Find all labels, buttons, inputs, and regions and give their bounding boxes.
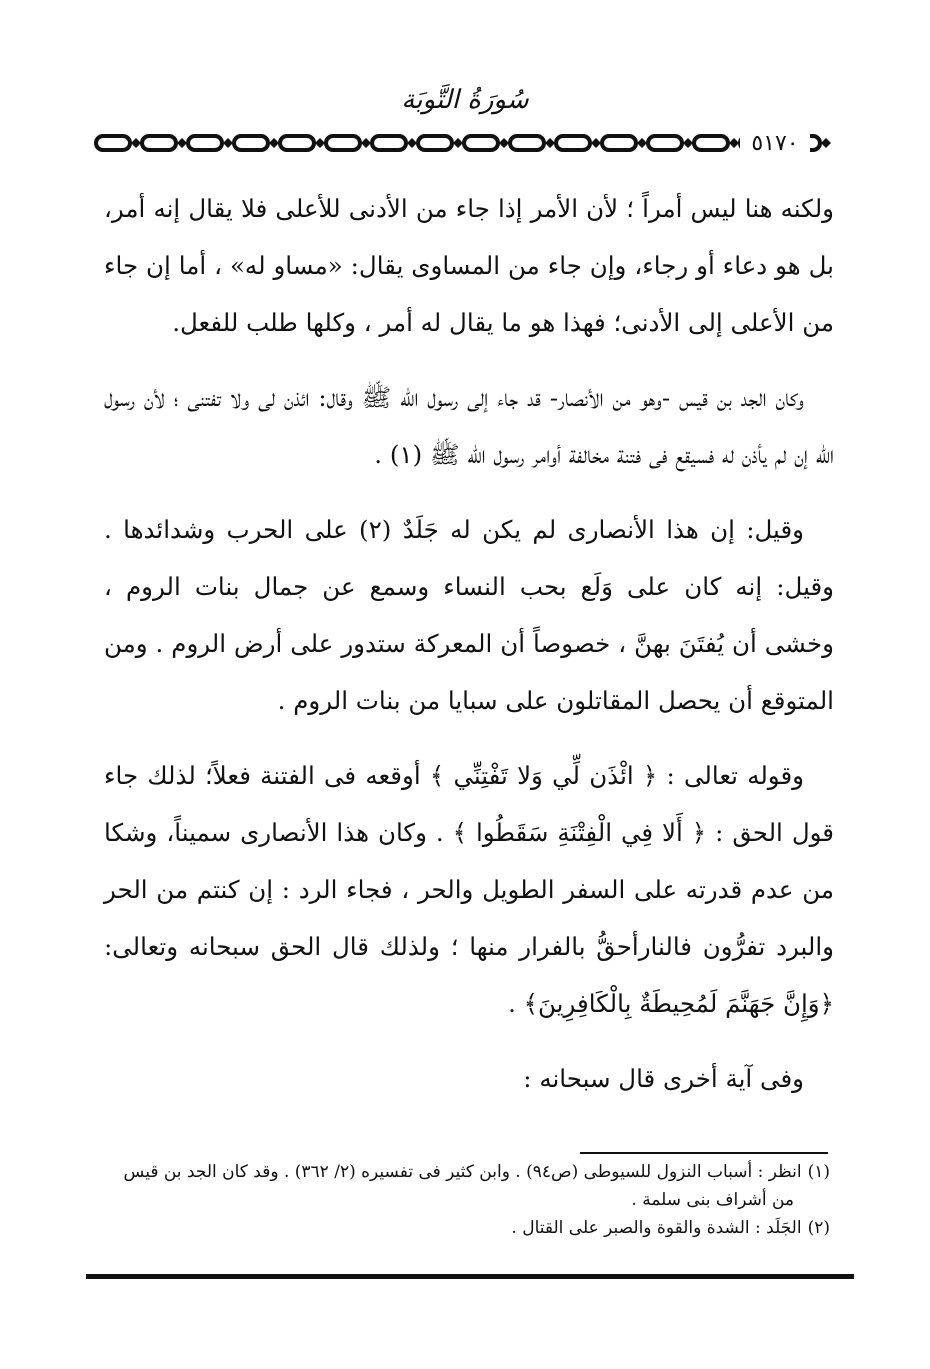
ornament-diamond bbox=[821, 138, 831, 148]
footnotes bbox=[108, 1158, 830, 1242]
paragraph-2: وكان الجد بن قيس -وهو من الأنصار- قد جاء إلى رسول الله ﷺ وقال: ائذن لى ولا تفتنى ؛ لأن رسول الله إن لم يأذن له فسيقع فى فتنة مخالفة أوامر رسول الله ﷺ (١) . bbox=[104, 383, 834, 469]
paragraph-3: وقيل: إن هذا الأنصارى لم يكن له جَلَدٌ (٢) على الحرب وشدائدها . وقيل: إنه كان على وَلَع بحب النساء وسمع عن جمال بنات الروم ، وخشى أن يُفتَنَ بهنَّ ، خصوصاً أن المعركة ستدور على أرض الروم . ومن المتوقع أن يحصل المقاتلون على سبايا من بنات الروم . bbox=[104, 515, 834, 715]
footnote-1-number: (١) bbox=[807, 1162, 830, 1182]
ornament-diamond bbox=[131, 138, 141, 148]
ornament-diamond bbox=[269, 138, 279, 148]
ornament-link bbox=[142, 136, 176, 150]
ornament-link bbox=[648, 136, 682, 150]
ornament-link bbox=[602, 136, 636, 150]
ornament-link bbox=[372, 136, 406, 150]
ornament-diamond bbox=[729, 138, 739, 148]
ornament-link bbox=[234, 136, 268, 150]
paragraph-5: وفى آية أخرى قال سبحانه : bbox=[523, 1064, 804, 1093]
ornament-diamond bbox=[315, 138, 325, 148]
page-number: ٥١٧٠ bbox=[740, 131, 810, 157]
ornament-link bbox=[464, 136, 498, 150]
ornament-diamond bbox=[361, 138, 371, 148]
ornament-link bbox=[694, 136, 728, 150]
footnote-separator bbox=[580, 1152, 828, 1154]
ornament-diamond bbox=[499, 138, 509, 148]
paragraph-4: وقوله تعالى : ﴿ ائْذَن لِّي وَلا تَفْتِنِّي ﴾ أوقعه فى الفتنة فعلاً؛ لذلك جاء قول الحق : ﴿ أَلا فِي الْفِتْنَةِ سَقَطُوا ﴾ . وكان هذا الأنصارى سميناً، وشكا من عدم قدرته على السفر الطويل والحر ، فجاء الرد : إن كنتم من الحر والبرد تفرُّون فالنارأحقُّ بالفرار منها ؛ ولذلك قال الحق سبحانه وتعالى: ﴿وَإِنَّ جَهَنَّمَ لَمُحِيطَةٌ بِالْكَافِرِينَ﴾ . bbox=[104, 761, 834, 1018]
ornament-link bbox=[96, 136, 130, 150]
footnote-1-continuation: من أشراف بنى سلمة . bbox=[631, 1190, 794, 1210]
ornament-link bbox=[510, 136, 544, 150]
footnote-1 bbox=[108, 1158, 830, 1186]
ornament-link bbox=[280, 136, 314, 150]
footnote-1-text: انظر : أسباب النزول للسيوطى (ص٩٤) . وابن كثير فى تفسيره (٢/ ٣٦٢) . وقد كان الجد بن قيس bbox=[123, 1162, 802, 1182]
ornament-diamond bbox=[177, 138, 187, 148]
footnote-2 bbox=[108, 1214, 830, 1242]
ornament-diamond bbox=[683, 138, 693, 148]
ornament-diamond bbox=[453, 138, 463, 148]
ornament-diamond bbox=[407, 138, 417, 148]
main-text bbox=[104, 180, 834, 1125]
ornament-diamond bbox=[223, 138, 233, 148]
ornament-diamond bbox=[637, 138, 647, 148]
ornament-diamond bbox=[591, 138, 601, 148]
ornament-link bbox=[418, 136, 452, 150]
ornament-link bbox=[556, 136, 590, 150]
bottom-rule bbox=[86, 1274, 854, 1279]
surah-title: سُورَةُ التَّوبَة bbox=[401, 85, 529, 115]
ornament-diamond bbox=[545, 138, 555, 148]
ornament-link bbox=[188, 136, 222, 150]
footnote-2-text: الجَلَد : الشدة والقوة والصبر على القتال . bbox=[511, 1218, 802, 1238]
ornament-link bbox=[326, 136, 360, 150]
footnote-2-number: (٢) bbox=[807, 1218, 830, 1238]
paragraph-1: ولكنه هنا ليس أمراً ؛ لأن الأمر إذا جاء من الأدنى للأعلى فلا يقال إنه أمر، بل هو دعاء أو رجاء، وإن جاء من المساوى يقال: «مساو له» ، أما إن جاء من الأعلى إلى الأدنى؛ فهذا هو ما يقال له أمر ، وكلها طلب للفعل. bbox=[104, 194, 834, 337]
